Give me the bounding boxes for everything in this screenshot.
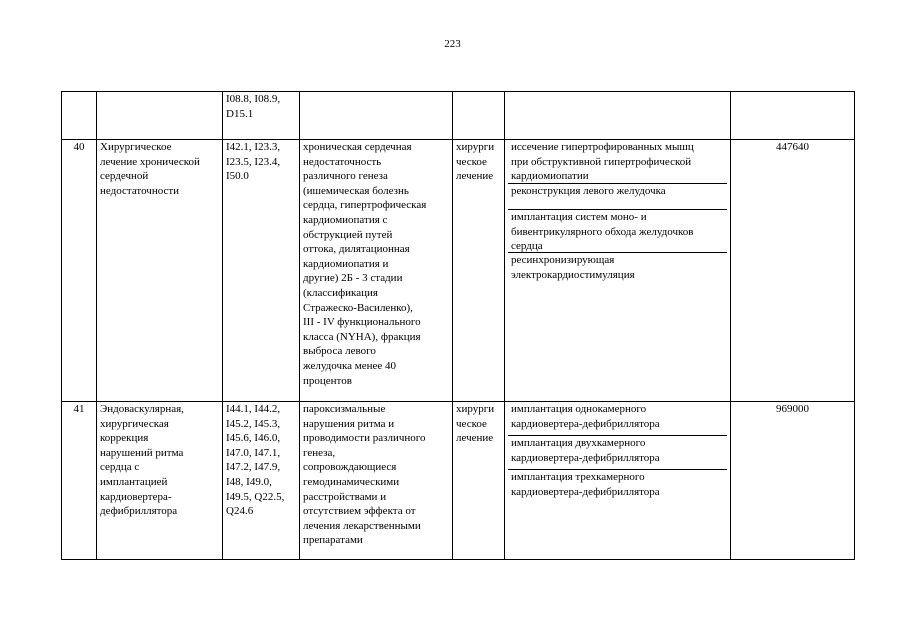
patient-model: пароксизмальные нарушения ритма и проводимости различного генеза, сопровождающиеся гемодинамическими расстройствами и отсутствием эффекта от лечения лекарственными препаратами: [300, 402, 453, 560]
table-row: [62, 140, 855, 402]
cost-value: 969000: [731, 402, 855, 560]
treatment-method: имплантация однокамерного кардиовертера-дефибриллятора: [508, 402, 727, 436]
icd-codes: I08.8, I08.9, D15.1: [223, 92, 300, 140]
care-type-name: Хирургическое лечение хронической сердечной недостаточности: [97, 140, 223, 402]
treatment-methods: [505, 402, 731, 560]
cost-value: [731, 92, 855, 140]
treatment-type: хирурги ческое лечение: [453, 140, 505, 402]
treatment-method: имплантация двухкамерного кардиовертера-дефибриллятора: [508, 436, 727, 470]
table-row: [62, 402, 855, 560]
cost-value: 447640: [731, 140, 855, 402]
icd-codes: I42.1, I23.3, I23.5, I23.4, I50.0: [223, 140, 300, 402]
row-number: 41: [62, 402, 97, 560]
page-number: 223: [444, 38, 461, 50]
icd-codes: I44.1, I44.2, I45.2, I45.3, I45.6, I46.0, I47.0, I47.1, I47.2, I47.9, I48, I49.0, I49.5, Q22.5, Q24.6: [223, 402, 300, 560]
medical-care-table: [61, 91, 855, 560]
patient-model: [300, 92, 453, 140]
row-number: [62, 92, 97, 140]
treatment-methods: [505, 92, 731, 140]
treatment-method: имплантация систем моно- и бивентрикулярного обхода желудочков сердца: [508, 210, 727, 253]
patient-model: хроническая сердечная недостаточность различного генеза (ишемическая болезнь сердца, гипертрофическая кардиомиопатия с обструкцией путей оттока, дилятационная кардиомиопатия и другие) 2Б - 3 стадии (классификация Стражеско-Василенко), III - IV функционального класса (NYHA), фракция выброса левого желудочка менее 40 процентов: [300, 140, 453, 402]
row-number: 40: [62, 140, 97, 402]
treatment-methods: [505, 140, 731, 402]
treatment-method: ресинхронизирующая электрокардиостимуляция: [511, 254, 635, 281]
table-row: [62, 92, 855, 140]
treatment-method: иссечение гипертрофированных мышц при обструктивной гипертрофической кардиомиопатии: [508, 140, 727, 184]
treatment-type: [453, 92, 505, 140]
treatment-type: хирурги ческое лечение: [453, 402, 505, 560]
care-type-name: [97, 92, 223, 140]
treatment-method: реконструкция левого желудочка: [508, 184, 727, 210]
treatment-method: имплантация трехкамерного кардиовертера-дефибриллятора: [511, 471, 660, 498]
care-type-name: Эндоваскулярная, хирургическая коррекция нарушений ритма сердца с имплантацией кардиовертера- дефибриллятора: [97, 402, 223, 560]
